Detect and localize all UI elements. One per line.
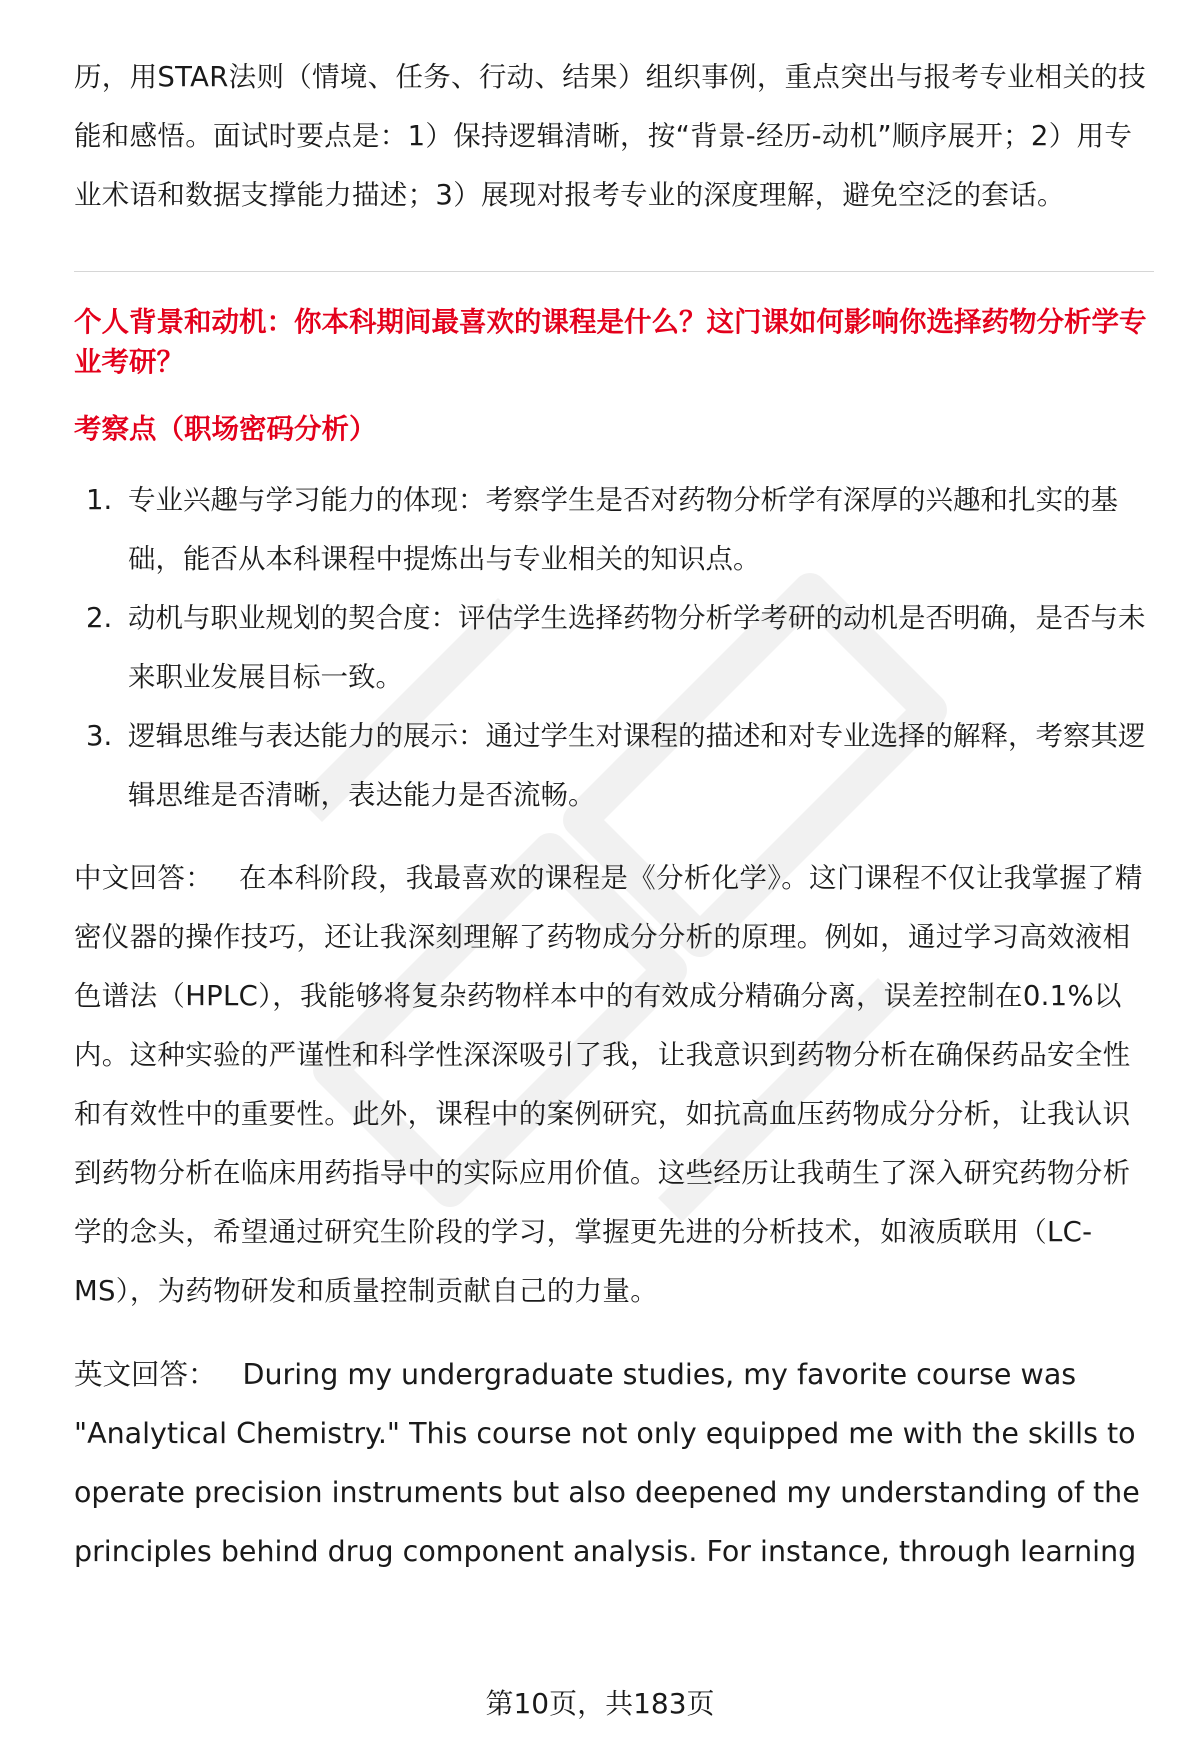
list-item-number: 2. — [86, 602, 113, 634]
question-heading: 个人背景和动机：你本科期间最喜欢的课程是什么？这门课如何影响你选择药物分析学专业考研？ — [74, 306, 1147, 378]
english-answer — [74, 1345, 1154, 1581]
chinese-answer — [74, 849, 1154, 1321]
list-item — [74, 707, 1154, 825]
intro-paragraph: 历，用STAR法则（情境、任务、行动、结果）组织事例，重点突出与报考专业相关的技能和感悟。面试时要点是：1）保持逻辑清晰，按“背景-经历-动机”顺序展开；2）用专业术语和数据支撑能力描述；3）展现对报考专业的深度理解，避免空泛的套话。 — [74, 61, 1147, 211]
chinese-answer-label: 中文回答： — [74, 862, 213, 894]
english-answer-label: 英文回答： — [74, 1358, 217, 1391]
list-item-text: 逻辑思维与表达能力的展示：通过学生对课程的描述和对专业选择的解释，考察其逻辑思维是否清晰，表达能力是否流畅。 — [128, 720, 1146, 811]
list-item-text: 专业兴趣与学习能力的体现：考察学生是否对药物分析学有深厚的兴趣和扎实的基础，能否从本科课程中提炼出与专业相关的知识点。 — [128, 484, 1118, 575]
list-item-text: 动机与职业规划的契合度：评估学生选择药物分析学考研的动机是否明确，是否与未来职业发展目标一致。 — [128, 602, 1146, 693]
document-page — [74, 48, 1154, 1581]
section-label: 考察点（职场密码分析） — [74, 413, 377, 445]
chinese-answer-text: 在本科阶段，我最喜欢的课程是《分析化学》。这门课程不仅让我掌握了精密仪器的操作技巧，还让我深刻理解了药物成分分析的原理。例如，通过学习高效液相色谱法（HPLC），我能够将复杂药物样本中的有效成分精确分离，误差控制在0.1%以内。这种实验的严谨性和科学性深深吸引了我，让我意识到药物分析在确保药品安全性和有效性中的重要性。此外，课程中的案例研究，如抗高血压药物成分分析，让我认识到药物分析在临床用药指导中的实际应用价值。这些经历让我萌生了深入研究药物分析学的念头，希望通过研究生阶段的学习，掌握更先进的分析技术，如液质联用（LC-MS），为药物研发和质量控制贡献自己的力量。 — [74, 862, 1143, 1307]
page-footer: 第10页，共183页 — [485, 1687, 715, 1720]
list-item-number: 1. — [86, 484, 113, 516]
section-divider — [74, 271, 1154, 272]
list-item — [74, 589, 1154, 707]
list-item-number: 3. — [86, 720, 113, 752]
points-list — [74, 471, 1154, 825]
list-item — [74, 471, 1154, 589]
english-answer-text: During my undergraduate studies, my favorite course was "Analytical Chemistry." This course not only equipped me with the skills to operate precision instruments but also deepened my understanding of the principles behind drug component analysis. For instance, through learning — [74, 1358, 1140, 1568]
